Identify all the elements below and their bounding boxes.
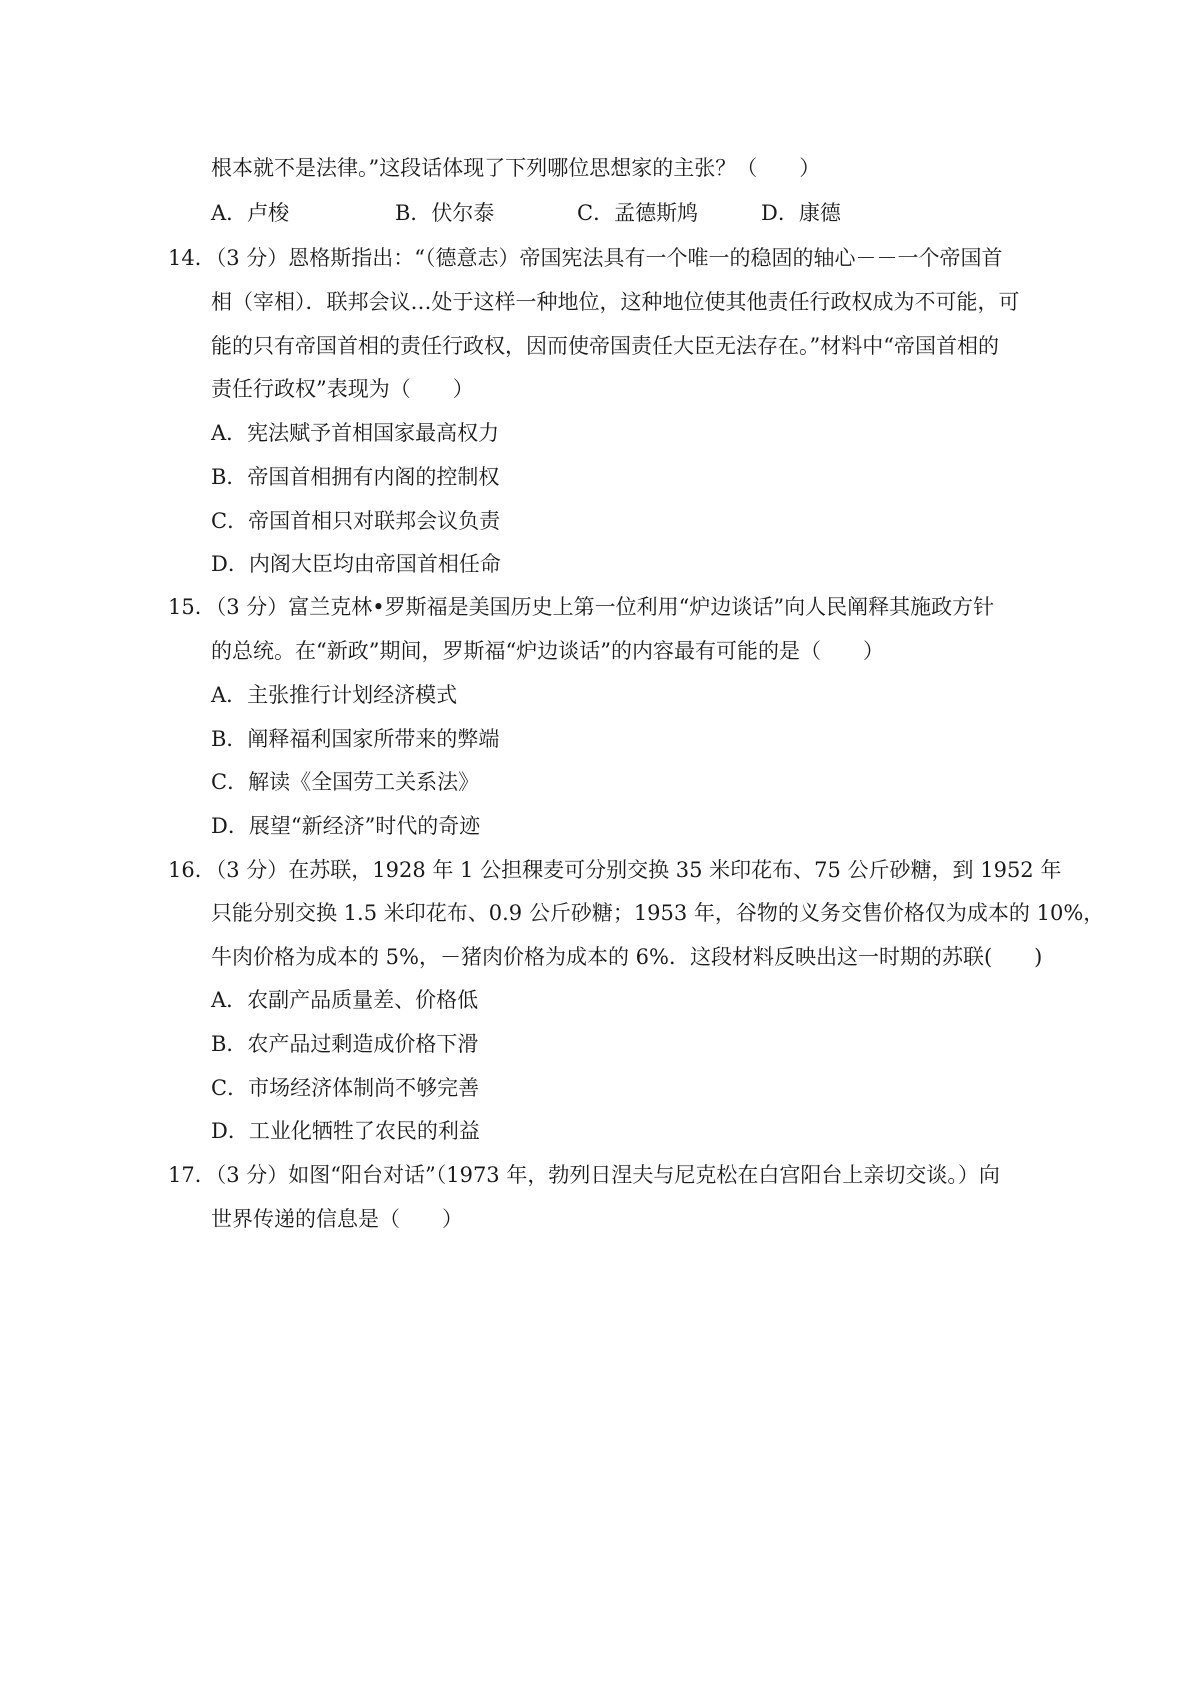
q14-option-b: B．帝国首相拥有内阁的控制权 [211, 465, 500, 489]
q13-options [211, 198, 1011, 228]
q15-option-d: D．展望“新经济”时代的奇迹 [211, 814, 481, 838]
q14-stem-line-1: 14．（3 分）恩格斯指出：“（德意志）帝国宪法具有一个唯一的稳固的轴心－－一个帝国首 [168, 246, 1003, 270]
q16-stem-line-3: 牛肉价格为成本的 5%，－猪肉价格为成本的 6%．这段材料反映出这一时期的苏联( ) [211, 945, 1043, 969]
q15-option-c: C．解读《全国劳工关系法》 [211, 770, 480, 794]
q13-option-c: C．孟德斯鸠 [577, 201, 699, 225]
q16-option-c: C．市场经济体制尚不够完善 [211, 1076, 480, 1100]
q14-stem-line-2: 相（宰相）．联邦会议…处于这样一种地位，这种地位使其他责任行政权成为不可能，可 [211, 290, 1020, 314]
q14-option-c: C．帝国首相只对联邦会议负责 [211, 509, 501, 533]
q15-stem-line-2: 的总统。在“新政”期间，罗斯福“炉边谈话”的内容最有可能的是（ ） [211, 639, 884, 663]
q14-stem-line-3: 能的只有帝国首相的责任行政权，因而使帝国责任大臣无法存在。”材料中“帝国首相的 [211, 334, 999, 358]
q13-stem-tail: 根本就不是法律。”这段话体现了下列哪位思想家的主张？（ ） [211, 156, 821, 180]
q14-option-a: A．宪法赋予首相国家最高权力 [211, 421, 500, 445]
q17-stem-line-2: 世界传递的信息是（ ） [211, 1207, 463, 1231]
q16-stem-line-1: 16．（3 分）在苏联，1928 年 1 公担稞麦可分别交换 35 米印花布、75 公斤砂糖，到 1952 年 [168, 858, 1062, 882]
q14-stem-line-4: 责任行政权”表现为（ ） [211, 377, 474, 401]
q15-stem-line-1: 15．（3 分）富兰克林•罗斯福是美国历史上第一位利用“炉边谈话”向人民阐释其施政方针 [168, 595, 995, 619]
q13-option-b: B．伏尔泰 [395, 201, 495, 225]
q16-option-b: B．农产品过剩造成价格下滑 [211, 1032, 479, 1056]
q15-option-b: B．阐释福利国家所带来的弊端 [211, 727, 500, 751]
q13-option-a: A．卢梭 [211, 201, 290, 225]
q16-stem-line-2: 只能分别交换 1.5 米印花布、0.9 公斤砂糖；1953 年，谷物的义务交售价格仅为成本的 10%， [211, 901, 1105, 925]
q16-option-d: D．工业化牺牲了农民的利益 [211, 1119, 480, 1143]
q17-stem-line-1: 17．（3 分）如图“阳台对话”（1973 年，勃列日涅夫与尼克松在白宫阳台上亲切交谈。）向 [168, 1163, 1000, 1187]
q14-option-d: D．内阁大臣均由帝国首相任命 [211, 552, 501, 576]
q16-option-a: A．农副产品质量差、价格低 [211, 988, 479, 1012]
q13-option-d: D．康德 [761, 201, 841, 225]
q15-option-a: A．主张推行计划经济模式 [211, 683, 458, 707]
